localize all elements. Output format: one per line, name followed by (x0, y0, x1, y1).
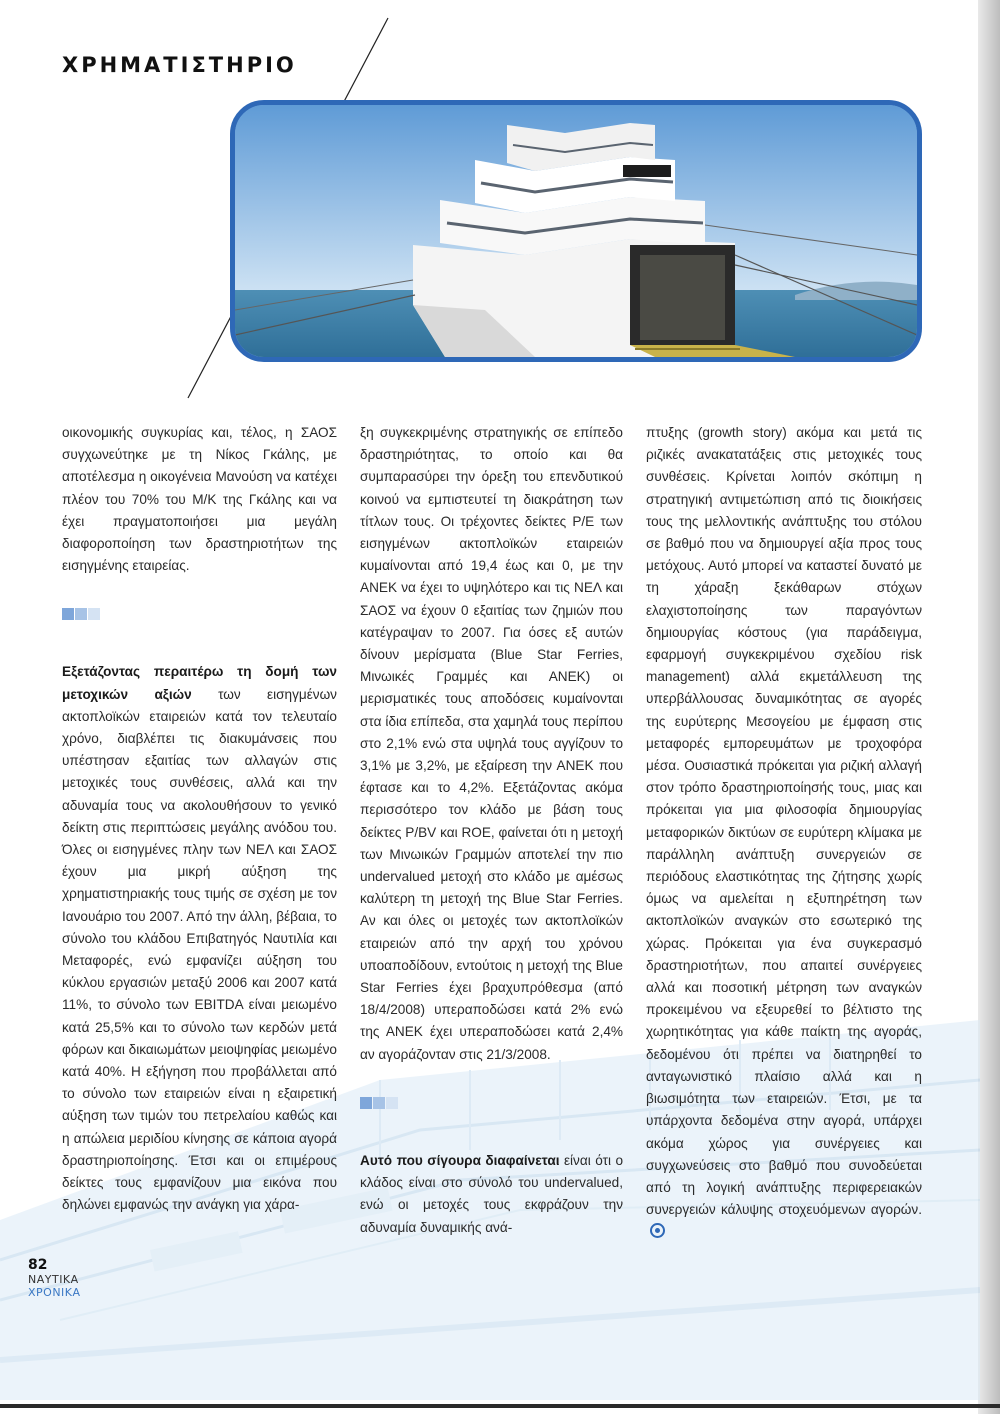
section-title: ΧΡΗΜΑΤΙΣΤΗΡΙΟ (62, 53, 297, 77)
divider-square (88, 608, 100, 620)
section-divider-squares (62, 605, 337, 627)
page-number: 82 (28, 1257, 48, 1273)
page-footer (28, 1257, 81, 1299)
paragraph (62, 661, 337, 1216)
ferry-photo (230, 100, 922, 362)
publication-name-line2: ΧΡΟΝΙΚΑ (28, 1286, 81, 1299)
lead-in-text: Εξετάζοντας περαιτέρω τη δομή των μετοχικών αξιών (62, 664, 337, 702)
paragraph: ξη συγκεκριμένης στρατηγικής σε επίπεδο δραστηριότητας, το οποίο και θα συμπαρασύρει την όρεξη του επενδυτικού κοινού να εμπιστευτεί τη διακράτηση των τίτλων τους. Οι τρέχοντες δείκτες P/E των εισηγμένων ακτοπλοϊκών εταιρειών κυμαίνονται από 19,4 έως και 0, με την ΑΝΕΚ να έχει το υψηλότερο και τις ΝΕΛ και ΣΑΟΣ να έχουν 0 εξαιτίας των ζημιών που κατέγραψαν το 2007. Για όσες εξ αυτών δίνουν μερίσματα (Blue Star Ferries, Μινωικές Γραμμές και ΑΝΕΚ) οι μερισματικές τους αποδόσεις κυμαίνονται στα ίδια επίπεδα, στα χαμηλά τους περίπου στο 2,1% ενώ στα υψηλά τους αγγίζουν το 3,1% με 3,2%, με εξαίρεση την ΑΝΕΚ που έφτασε και το 4,2%. Εξετάζοντας ακόμα περισσότερο τον κλάδο με βάση τους δείκτες P/BV και ROE, φαίνεται ότι η μετοχή των Μινωικών Γραμμών αποτελεί την πιο undervalued μετοχή στο κλάδο με αμέσως καλύτερη τη μετοχή της Blue Star Ferries. Αν και όλες οι μετοχές των ακτοπλοϊκών εταιρειών από την αρχή του χρόνου υποαποδίδουν, εντούτοις η μετοχή της Blue Star Ferries έχει βραχυπρόθεσμα (από 18/4/2008) υπεραποδώσει κατά 2% ενώ της ΑΝΕΚ έχει υπεραποδώσει κατά 2,4% αν αγοράζονταν στις 21/3/2008. (360, 425, 623, 1062)
paragraph (646, 422, 922, 1244)
article-column-1 (62, 422, 337, 1217)
divider-square (360, 1097, 372, 1109)
paragraph (360, 1150, 623, 1239)
paragraph-body: των εισηγμένων ακτοπλοϊκών εταιρειών κατά τον τελευταίο χρόνο, διαβλέπει τις διακυμάνσεις που υπέστησαν εξαιτίας των αλλαγών στις μετοχικές τους συνθέσεις, αλλά και την αδυναμία τους να ακολουθήσουν το γενικό δείκτη στις περιπτώσεις μεγάλης ανόδου του. Όλες οι εισηγμένες πλην των ΝΕΛ και ΣΑΟΣ έχουν μια μικρή αύξηση της χρηματιστηριακής τους τιμής σε σχέση με τον Ιανουάριο του 2007. Από την άλλη, βέβαια, το σύνολο του κλάδου Επιβατηγός Ναυτιλία και Μεταφορές, ενώ εμφανίζει αύξηση του κύκλου εργασιών μεταξύ 2006 και 2007 κατά 11%, το σύνολο των EBITDA είναι μειωμένο κατά 25,5% και το σύνολο των κερδών μετά φόρων και δικαιωμάτων μειοψηφίας μειωμένο κατά 40%. Η εξήγηση που προβάλλεται από το σύνολο των εταιρειών είναι η εξαιρετική αύξηση των τιμών του πετρελαίου καθώς και η απώλεια μεριδίου κίνησης σε κάποια αγορά δραστηριοποίησης. Έτσι και οι επιμέρους δείκτες τους εμφανίζουν μια εικόνα που δηλώνει εμφανώς την ανάγκη για χάρα- (62, 686, 337, 1213)
paragraph-body: πτυξης (growth story) ακόμα και μετά τις ριζικές ανακατατάξεις στις μετοχικές τους συνθέσεις. Κρίνεται λοιπόν σκόπιμη η στρατηγική αντιμετώπιση από τις διοικήσεις τους της μελλοντικής ανάπτυξης του στόλου σε βαθμό που να δημιουργεί αξία προς τους μετόχους. Αυτό μπορεί να καταστεί δυνατό με τη χάραξη ξεκάθαρων στόχων ελαχιστοποίησης των παραγόντων δημιουργίας κόστους (για παράδειγμα, εφαρμογή συγκεκριμένου σχεδίου risk management) αλλά εκμετάλλευση της υπερβάλλουσας δυναμικότητας σε αγορές της ευρύτερης Μεσογείου με έμφαση στις μεταφορές εμπορευμάτων με τροχοφόρα μέσα. Ουσιαστικά πρόκειται για ριζική αλλαγή στον τρόπο δραστηριοποίησής τους, μιας και πρόκειται για μια φιλοσοφία δημιουργίας μεταφορικών δικτύων σε ευρύτερη κλίμακα με παράλληλη ανάπτυξη συνεργειών σε περιόδους ελαστικότητας της ζήτησης χωρίς όμως να αμελείται η εξυπηρέτηση των ακτοπλοϊκών αναγκών στο εσωτερικό της χώρας. Πρόκειται για ένα συγκερασμό δραστηριοτήτων, που απαιτεί συνέργειες αλλά και ποσοτική μέτρηση των αναγκών προκειμένου να εξευρεθεί το βέλτιστο της χωρητικότητας για κάθε παίκτη της αγοράς, δεδομένου ότι πρέπει να διατηρηθεί το ανταγωνιστικό πλαίσιο αλλά και η βιωσιμότητα των εταιρειών. Έτσι, με τα υπάρχοντα δεδομένα στην αγορά, υπάρχει ακόμα χώρος για συνέργειες και συγχωνεύσεις στο βαθμό που συνοδεύεται από τη λογική ανάπτυξης περιφερειακών συνεργειών κάλυψης στοχευόμενων αγορών. (646, 425, 922, 1218)
bottom-rule (0, 1404, 1000, 1408)
lead-in-text: Αυτό που σίγουρα διαφαίνεται (360, 1152, 560, 1168)
article-column-2 (360, 422, 623, 1239)
paragraph: οικονομικής συγκυρίας και, τέλος, η ΣΑΟΣ συγχωνεύτηκε με τη Νίκος Γκάλης, με αποτέλεσμα η οικογένεια Μανούση να κατέχει πλέον του 70% του Μ/Κ της Γκάλης και να έχει πραγματοποιήσει μια μεγάλη διαφοροποίηση των δραστηριοτήτων της εισηγμένης εταιρείας. (62, 425, 337, 574)
divider-square (386, 1097, 398, 1109)
end-of-article-icon (650, 1223, 665, 1238)
divider-square (62, 608, 74, 620)
paragraph-body: είναι ότι ο κλάδος είναι στο σύνολό του undervalued, ενώ οι μετοχές τους εκφράζουν την αδυναμία δυναμικής ανά- (360, 1152, 623, 1235)
divider-square (75, 608, 87, 620)
publication-name-line1: ΝΑΥΤΙΚΑ (28, 1273, 79, 1286)
divider-square (373, 1097, 385, 1109)
section-divider-squares (360, 1094, 623, 1116)
article-column-3 (646, 422, 922, 1244)
